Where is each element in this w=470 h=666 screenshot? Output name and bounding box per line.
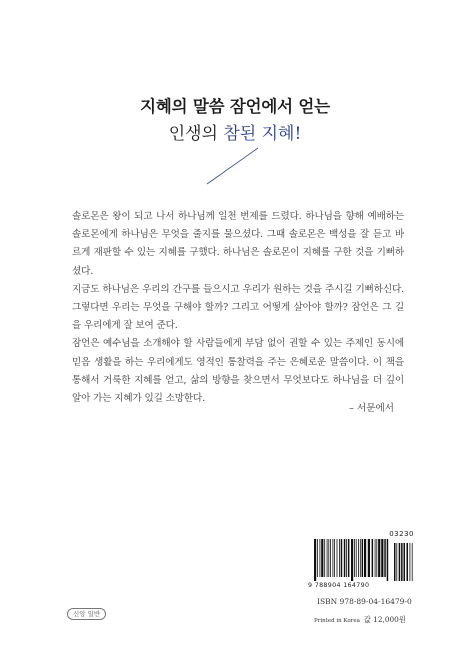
price: 값 12,000원 [363, 615, 406, 624]
subheadline-text: 인생의 [168, 124, 224, 144]
barcode-digits: 9 788904 164790 [308, 582, 370, 589]
preface-source: – 서문에서 [349, 403, 394, 414]
subheadline [0, 119, 470, 144]
printed-in: Printed in Korea [314, 618, 360, 624]
addon-code: 03230 [389, 530, 414, 538]
subheadline-accent: 참된 지혜! [223, 124, 302, 144]
barcode-graphic [308, 539, 414, 583]
preface-excerpt [72, 208, 404, 408]
preface-paragraph: 지금도 하나님은 우리의 간구를 들으시고 우리가 원하는 것을 주시길 기뻐하신다. 그렇다면 우리는 무엇을 구해야 할까? 그리고 어떻게 살아야 할까? 잠언은 그 길을 우리에게 잘 보여 준다. [72, 283, 404, 332]
price-line [314, 615, 406, 625]
headline: 지혜의 말씀 잠언에서 얻는 [140, 97, 330, 116]
preface-paragraph: 잠언은 예수님을 소개해야 할 사람들에게 부담 없이 권할 수 있는 주제인 동시에 믿음 생활을 하는 우리에게도 영적인 통찰력을 주는 은혜로운 말씀이다. 이 책을 통해서 거룩한 지혜를 얻고, 삶의 방향을 찾으면서 무엇보다도 하나님을 더 깊이 알아 가는 지혜가 있길 소망한다. [72, 338, 404, 405]
category-badge: 신앙 일반 [67, 608, 106, 620]
preface-paragraph: 솔로몬은 왕이 되고 나서 하나님께 일천 번제를 드렸다. 하나님을 향해 예배하는 솔로몬에게 하나님은 무엇을 줄지를 물으셨다. 그때 솔로몬은 백성을 잘 듣고 바르게 재판할 수 있는 지혜를 구했다. 하나님은 솔로몬이 지혜를 구한 것을 기뻐하셨다. [72, 211, 404, 277]
barcode-block [308, 530, 414, 630]
isbn-number: ISBN 978-89-04-16479-0 [317, 597, 412, 606]
